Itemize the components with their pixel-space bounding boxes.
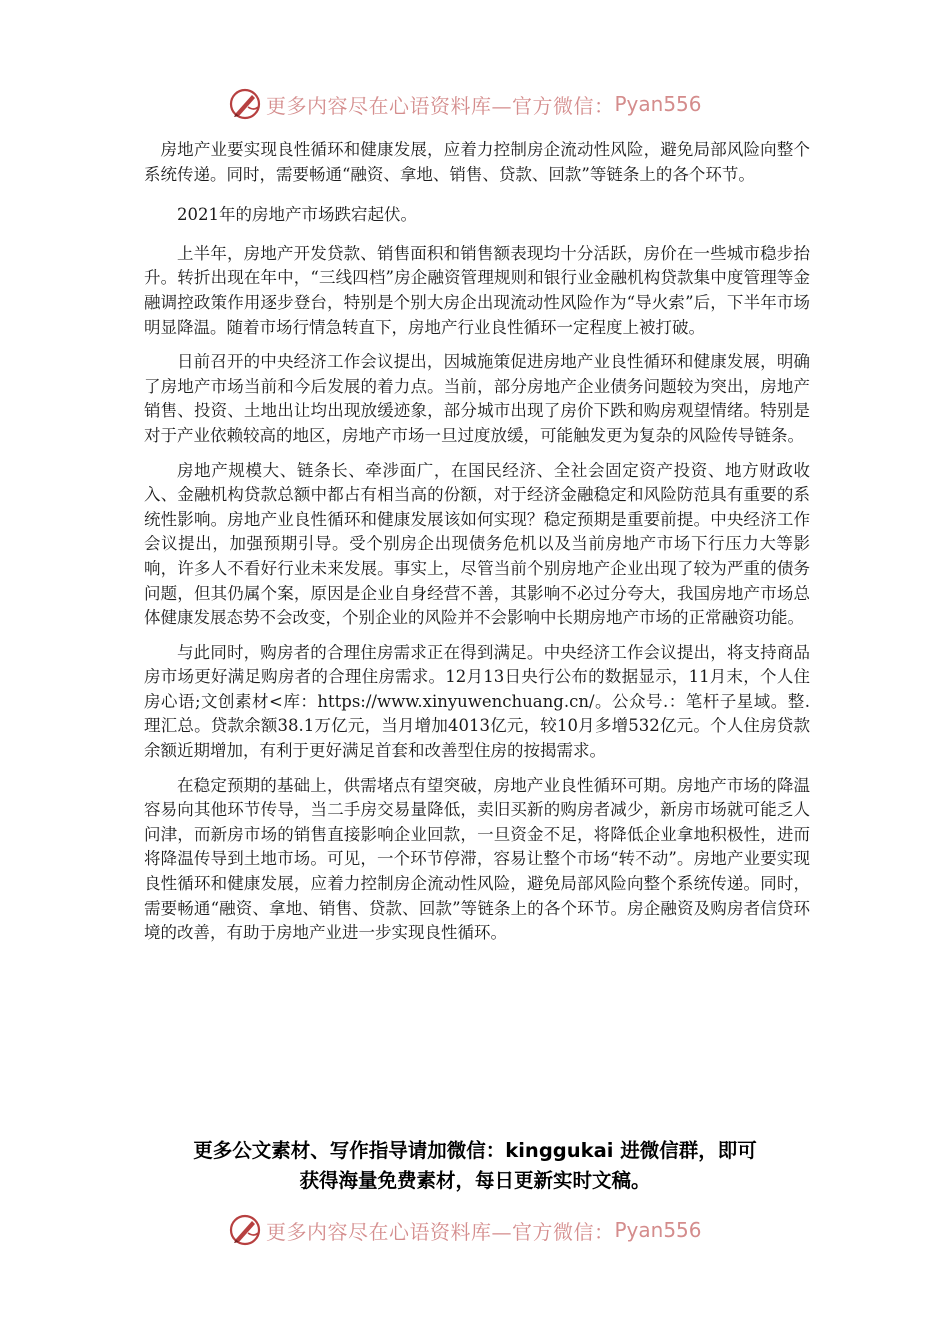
header-banner-text: 更多内容尽在心语资料库—官方微信： (266, 93, 615, 118)
paragraph-economic-conference: 日前召开的中央经济工作会议提出，因城施策促进房地产业良性循环和健康发展，明确了房地产市场当前和今后发展的着力点。当前，部分房地产企业债务问题较为突出，房地产销售、投资、土地出让均出现放缓迹象，部分城市出现了房价下跌和购房观望情绪。特别是对于产业依赖较高的地区，房地产市场一旦过度放缓，可能触发更为复杂的风险传导链条。 (144, 352, 810, 445)
footer-banner-wechat-id: Pyan556 (614, 1218, 702, 1242)
paragraph-first-half: 上半年，房地产开发贷款、销售面积和销售额表现均十分活跃，房价在一些城市稳步抬升。转折出现在年中，“三线四档”房企融资管理规则和银行业金融机构贷款集中度管理等金融调控政策作用逐步登台，特别是个别大房企出现流动性风险作为“导火索”后，下半年市场明显降温。随着市场行情急转直下，房地产行业良性循环一定程度上被打破。 (144, 243, 810, 337)
header-banner-wechat-id: Pyan556 (614, 92, 702, 116)
footer-banner (228, 1210, 702, 1250)
paragraph-supply-demand: 在稳定预期的基础上，供需堵点有望突破，房地产业良性循环可期。房地产市场的降温容易向其他环节传导，当二手房交易量降低，卖旧买新的购房者减少，新房市场就可能乏人问津，而新房市场的销售直接影响企业回款，一旦资金不足，将降低企业拿地积极性，进而将降温传导到土地市场。可见，一个环节停滞，容易让整个市场“转不动”。房地产业要实现良性循环和健康发展，应着力控制房企流动性风险，避免局部风险向整个系统传递。同时，需要畅通“融资、拿地、销售、贷款、回款”等链条上的各个环节。房企融资及购房者信贷环境的改善，有助于房地产业进一步实现良性循环。 (144, 775, 810, 943)
article-body (144, 138, 810, 956)
paragraph-2021-market: 2021年的房地产市场跌宕起伏。 (177, 205, 417, 225)
pen-logo-icon (228, 87, 262, 121)
paragraph-housing-demand: 与此同时，购房者的合理住房需求正在得到满足。中央经济工作会议提出，将支持商品房市场更好满足购房者的合理住房需求。12月13日央行公布的数据显示，11月末，个人住房心语;文创素材<库：https://www.xinyuwenchuang.cn/。公众号.：笔杆子星域。整.理汇总。贷款余额38.1万亿元，当月增加4013亿元，较10月多增532亿元。个人住房贷款余额近期增加，有利于更好满足首套和改善型住房的按揭需求。 (144, 642, 810, 761)
paragraph-intro: 房地产业要实现良性循环和健康发展，应着力控制房企流动性风险，避免局部风险向整个系统传递。同时，需要畅通“融资、拿地、销售、贷款、回款”等链条上的各个环节。 (144, 140, 810, 184)
promo-note (144, 1136, 806, 1196)
header-banner (228, 84, 702, 124)
promo-line-2: 获得海量免费素材，每日更新实时文稿。 (299, 1169, 651, 1192)
paragraph-scale-and-expectations: 房地产规模大、链条长、牵涉面广，在国民经济、全社会固定资产投资、地方财政收入、金融机构贷款总额中都占有相当高的份额，对于经济金融稳定和风险防范具有重要的系统性影响。房地产业良性循环和健康发展该如何实现？稳定预期是重要前提。中央经济工作会议提出，加强预期引导。受个别房企出现债务危机以及当前房地产市场下行压力大等影响，许多人不看好行业未来发展。事实上，尽管当前个别房地产企业出现了较为严重的债务问题，但其仍属个案，原因是企业自身经营不善，其影响不必过分夸大，我国房地产市场总体健康发展态势不会改变，个别企业的风险并不会影响中长期房地产市场的正常融资功能。 (144, 460, 810, 628)
pen-logo-icon (228, 1213, 262, 1247)
promo-line-1: 更多公文素材、写作指导请加微信：kinggukai 进微信群，即可 (193, 1139, 757, 1162)
footer-banner-text: 更多内容尽在心语资料库—官方微信： (266, 1219, 615, 1244)
